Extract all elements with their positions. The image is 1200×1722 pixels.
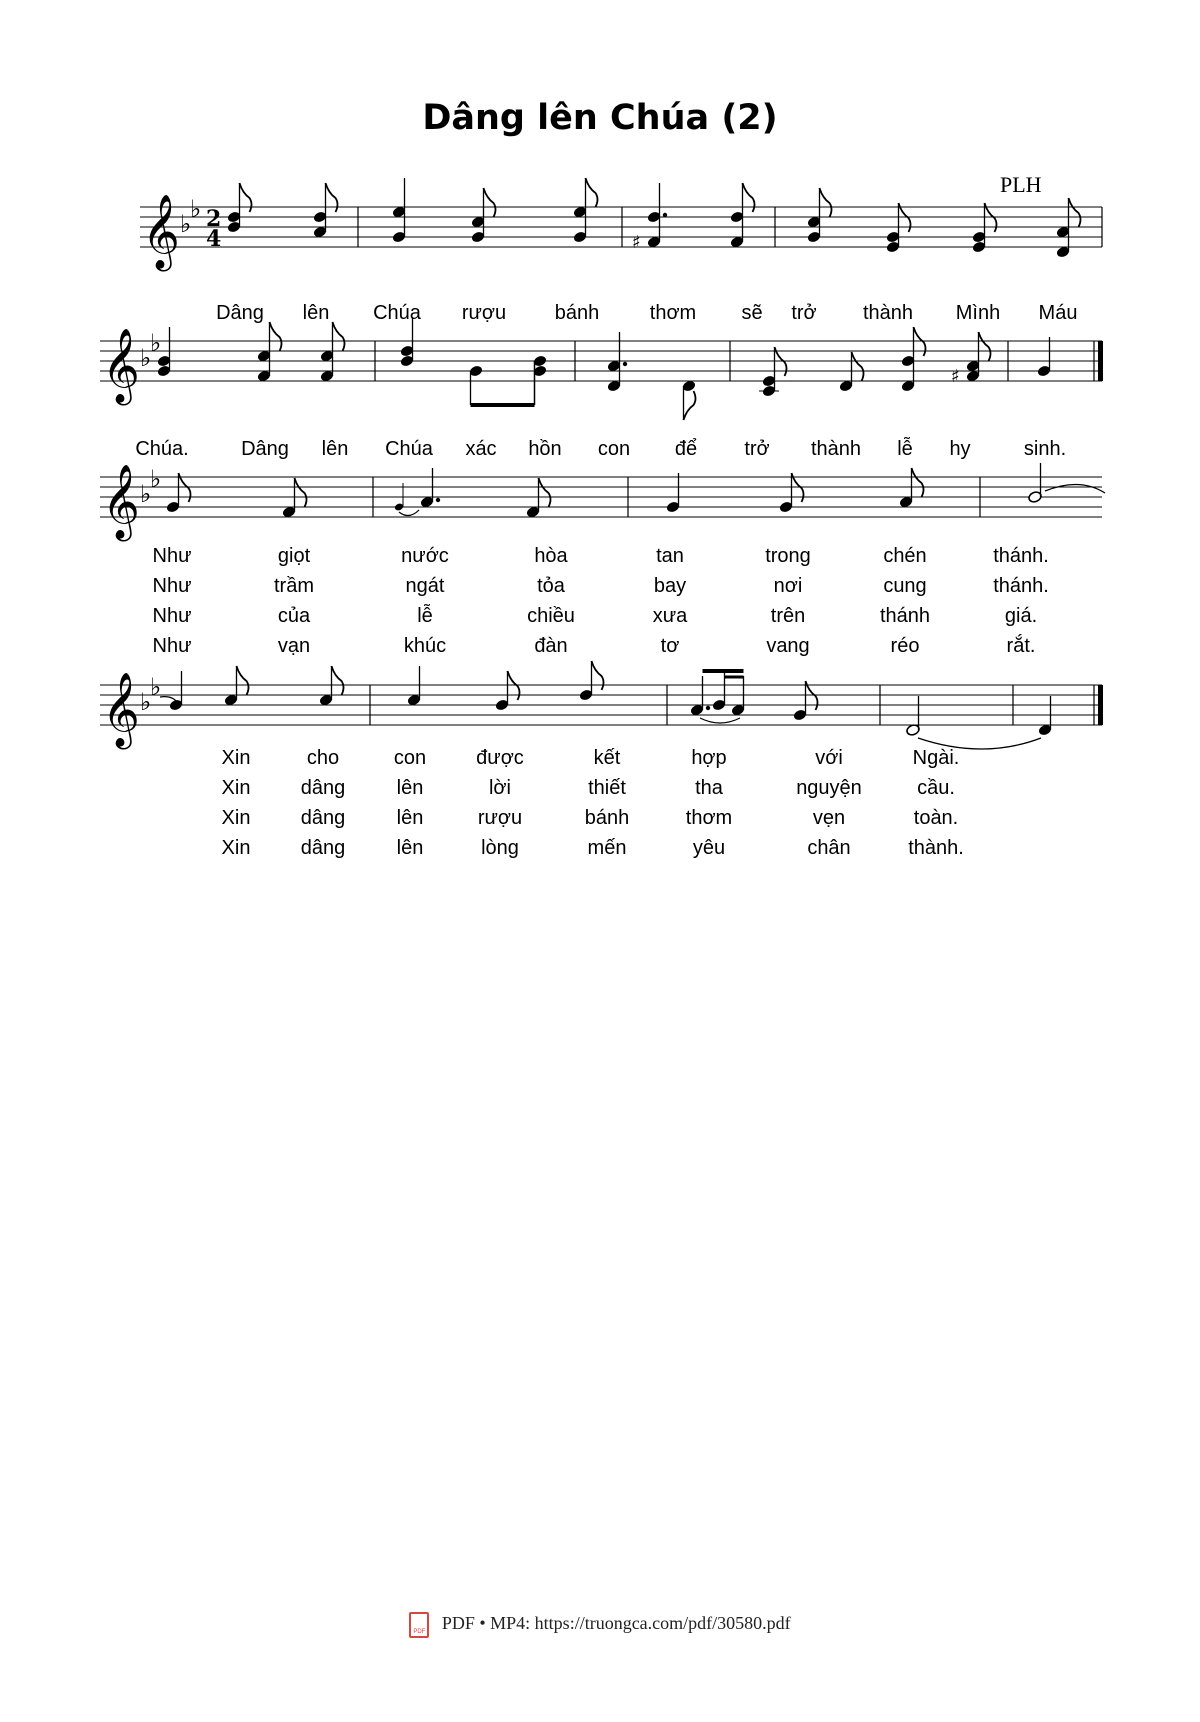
lyric-syllable: lòng (481, 837, 519, 859)
lyric-syllable: tha (695, 777, 723, 799)
sharp-icon: ♯ (632, 232, 641, 253)
lyric-syllable: xưa (652, 605, 688, 627)
flag (1069, 198, 1081, 227)
lyric-syllable: vạn (277, 635, 311, 657)
flag (270, 322, 282, 351)
lyric-syllable: bay (653, 575, 687, 597)
lyric-syllable: Máu (1038, 302, 1078, 324)
lyric-syllable: lên (396, 837, 424, 859)
footer-link[interactable]: PDF • MP4: https://truongca.com/pdf/30580.pdf (441, 1613, 791, 1634)
time-signature-top: 2 (206, 206, 222, 232)
flag (332, 666, 344, 695)
slur (399, 510, 419, 516)
lyric-syllable: thánh. (993, 575, 1049, 597)
lyric-syllable: Chúa (385, 438, 433, 460)
lyric-syllable: Chúa (373, 302, 421, 324)
grace-note (394, 483, 419, 516)
lyric-syllable: dâng (300, 807, 346, 829)
lyric-syllable: kết (593, 747, 621, 769)
lyric-syllable: Xin (221, 837, 251, 859)
lyric-syllable: tơ (660, 635, 680, 657)
flat-icon: ♭ (150, 465, 162, 493)
lyric-syllable: sinh. (1023, 438, 1067, 460)
lyric-syllable: Xin (221, 807, 251, 829)
lyric-syllable: giọt (277, 545, 311, 567)
lyric-syllable: Ngài. (912, 747, 960, 769)
lyric-syllable: Như (152, 545, 192, 567)
flag (484, 188, 496, 217)
dot (436, 498, 440, 502)
flag (326, 183, 338, 212)
lyric-syllable: vẹn (812, 807, 846, 829)
final-barline (1098, 341, 1103, 381)
final-barline (1098, 685, 1103, 725)
lyric-syllable: thánh. (993, 545, 1049, 567)
lyric-syllable: Như (152, 635, 192, 657)
lyric-syllable: dâng (300, 837, 346, 859)
lyric-syllable: lên (321, 438, 349, 460)
lyric-syllable: lời (488, 777, 512, 799)
lyric-syllable: lễ (417, 605, 433, 627)
flat-icon: ♭ (140, 688, 152, 716)
lyric-syllable: đàn (534, 635, 568, 657)
lyric-syllable: lên (302, 302, 330, 324)
lyric-syllable: hòa (534, 545, 568, 567)
treble-clef-icon: 𝄞 (102, 465, 140, 539)
lyric-syllable: réo (890, 635, 920, 657)
lyric-syllable: rượu (477, 807, 523, 829)
treble-clef-icon: 𝄞 (102, 673, 140, 747)
lyric-syllable: chén (883, 545, 927, 567)
dot (706, 706, 710, 710)
flag (743, 183, 755, 212)
lyric-syllable: thành (810, 438, 862, 460)
lyric-syllable: nguyện (796, 777, 862, 799)
lyric-syllable: thiết (588, 777, 626, 799)
lyric-syllable: con (393, 747, 427, 769)
flat-icon: ♭ (140, 344, 152, 372)
sharp-icon: ♯ (951, 366, 960, 387)
dot (623, 362, 627, 366)
lyric-syllable: trên (770, 605, 806, 627)
flag (295, 478, 307, 507)
flag (586, 178, 598, 207)
lyric-syllable: yêu (692, 837, 726, 859)
time-signature-bottom: 4 (206, 226, 222, 252)
lyric-syllable: bánh (584, 807, 630, 829)
lyric-syllable: giá. (1004, 605, 1038, 627)
lyric-syllable: trong (765, 545, 811, 567)
system-3 (100, 463, 1105, 542)
pdf-icon: PDF (409, 1612, 429, 1638)
lyric-syllable: Dâng (241, 438, 289, 460)
flag (912, 468, 924, 497)
lyric-syllable: ngát (405, 575, 445, 597)
system-1 (140, 178, 1102, 272)
flag (820, 188, 832, 217)
lyric-syllable: tan (656, 545, 684, 567)
lyric-syllable: lễ (897, 438, 913, 460)
flag (979, 332, 991, 361)
lyric-syllable: bánh (554, 302, 600, 324)
flag (237, 666, 249, 695)
lyric-syllable: cầu. (917, 777, 955, 799)
lyric-syllable: Xin (221, 777, 251, 799)
lyric-syllable: hợp (691, 747, 727, 769)
treble-clef-icon: 𝄞 (142, 195, 180, 269)
lyric-syllable: vang (766, 635, 810, 657)
tie (1045, 484, 1105, 493)
flat-icon: ♭ (180, 210, 192, 238)
lyric-syllable: Như (152, 605, 192, 627)
flag (592, 661, 604, 690)
lyric-syllable: dâng (300, 777, 346, 799)
flat-icon: ♭ (150, 329, 162, 357)
flat-icon: ♭ (150, 673, 162, 701)
lyric-syllable: Mình (955, 302, 1001, 324)
lyric-syllable: nơi (773, 575, 803, 597)
lyric-syllable: mến (587, 837, 627, 859)
dot (663, 213, 667, 217)
lyric-syllable: thành (862, 302, 914, 324)
lyric-syllable: thành. (908, 837, 964, 859)
flag (852, 352, 864, 381)
lyric-syllable: rắt. (1006, 635, 1036, 657)
lyric-syllable: cung (883, 575, 927, 597)
lyric-syllable: của (277, 605, 311, 627)
flag (539, 478, 551, 507)
lyric-syllable: Chúa. (135, 438, 189, 460)
flag (240, 183, 252, 212)
lyric-syllable: cho (306, 747, 340, 769)
lyric-syllable: thánh (879, 605, 931, 627)
system-2 (100, 317, 1103, 420)
lyric-syllable: nước (401, 545, 449, 567)
treble-clef-icon: 𝄞 (102, 329, 140, 403)
slur (700, 718, 740, 723)
lyric-syllable: thơm (685, 807, 733, 829)
flat-icon: ♭ (190, 195, 202, 223)
flag (684, 391, 696, 420)
lyric-syllable: toàn. (913, 807, 959, 829)
lyric-syllable: để (674, 438, 698, 460)
lyric-syllable: thơm (649, 302, 697, 324)
composer: PLH (1000, 172, 1042, 197)
lyric-syllable: tỏa (537, 575, 565, 597)
lyric-syllable: lên (396, 807, 424, 829)
lyric-syllable: hy (949, 438, 971, 460)
lyric-syllable: trầm (274, 575, 314, 597)
flag (333, 322, 345, 351)
lyric-syllable: rượu (461, 302, 507, 324)
lyric-syllable: Như (152, 575, 192, 597)
footer[interactable] (0, 1612, 1200, 1638)
lyric-syllable: với (815, 747, 843, 769)
lyric-syllable: hồn (528, 438, 562, 460)
lyric-syllable: sẽ (741, 302, 763, 324)
lyric-syllable: được (476, 747, 524, 769)
song-title: Dâng lên Chúa (2) (422, 98, 778, 138)
system-4 (100, 661, 1103, 750)
lyric-syllable: Dâng (216, 302, 264, 324)
lyric-syllable: Xin (221, 747, 251, 769)
lyric-syllable: chân (807, 837, 851, 859)
flat-icon: ♭ (140, 480, 152, 508)
lyric-syllable: con (597, 438, 631, 460)
lyric-syllable: trở (791, 302, 817, 324)
lyric-syllable: xác (465, 438, 497, 460)
lyric-syllable: chiều (527, 605, 575, 627)
lyric-syllable: trở (744, 438, 770, 460)
lyric-syllable: khúc (403, 635, 447, 657)
lyric-syllable: lên (396, 777, 424, 799)
